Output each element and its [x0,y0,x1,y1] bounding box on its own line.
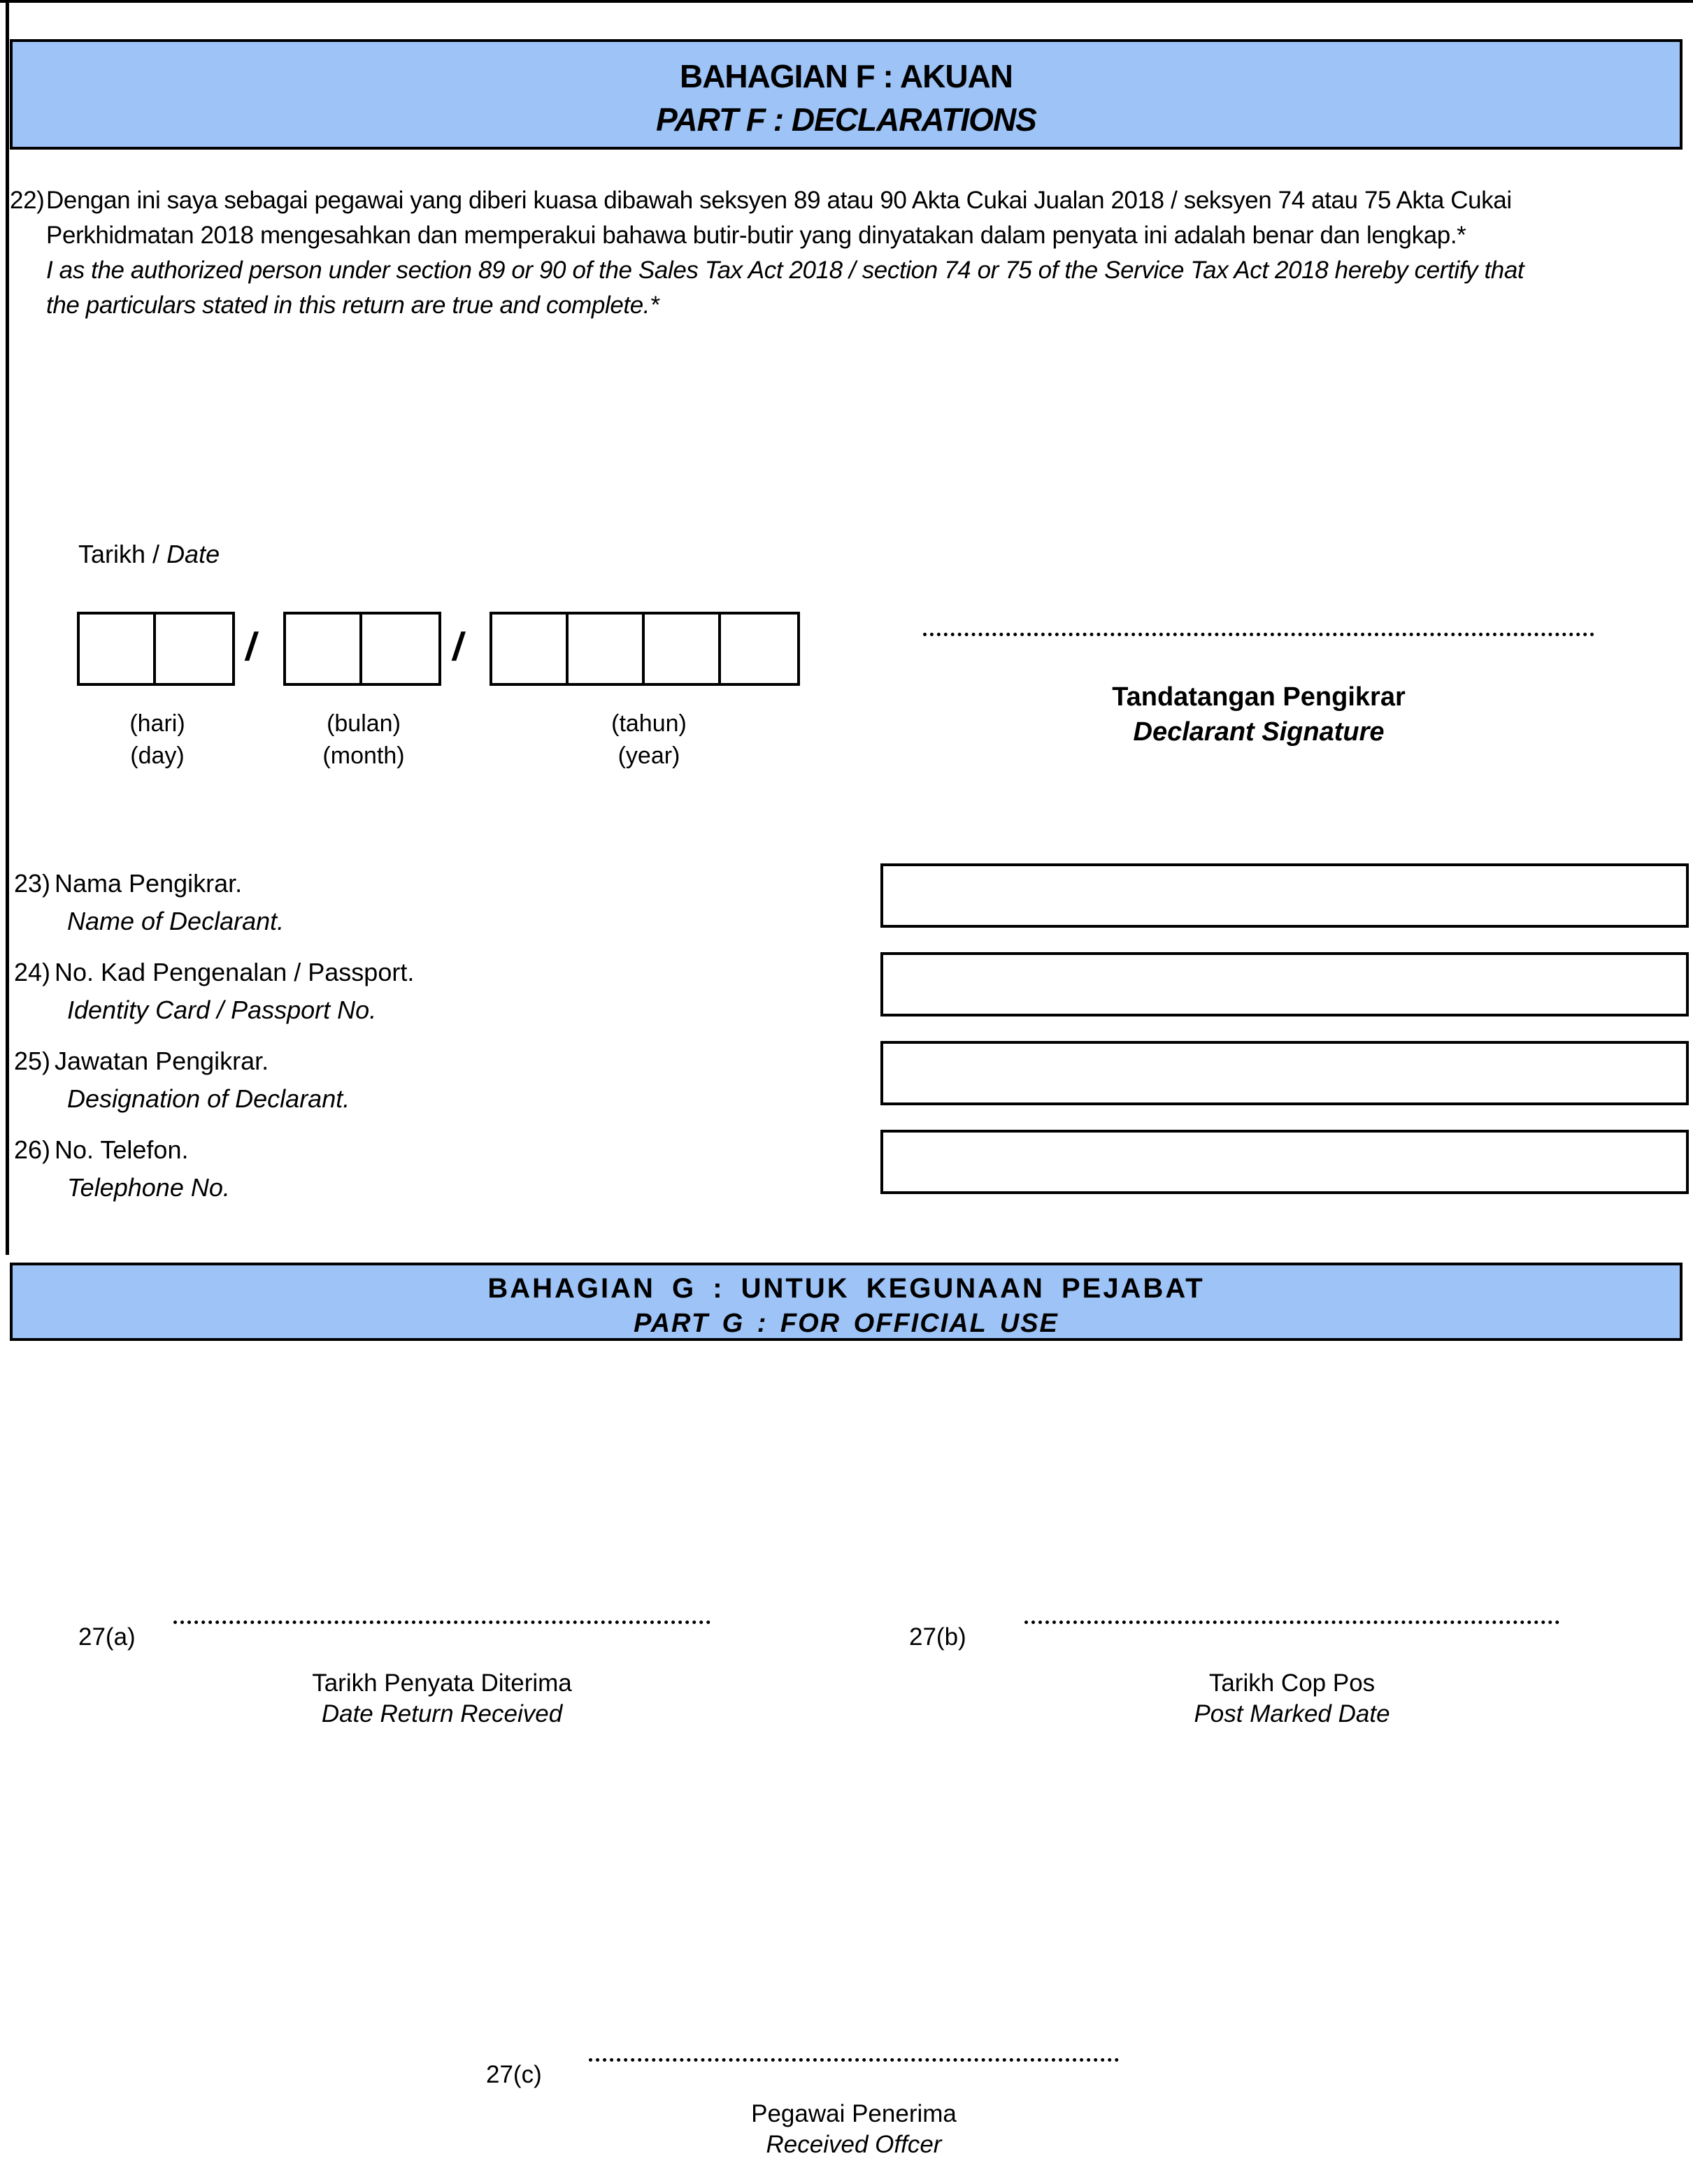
signature-caption-en: Declarant Signature [1133,717,1385,747]
received-officer-line[interactable] [589,2058,1119,2062]
item-25-label-en: Designation of Declarant. [67,1084,350,1113]
part-f-title-en: PART F : DECLARATIONS [656,101,1036,138]
date-return-received-line[interactable] [173,1621,710,1624]
name-of-declarant-input[interactable] [880,863,1689,928]
part-f-title-ms: BAHAGIAN F : AKUAN [679,58,1013,94]
part-f-left-border-line [6,0,9,1255]
date-label [78,540,220,569]
field-27a-caption [173,1668,710,1730]
year-label [490,707,808,772]
field-27a-number: 27(a) [78,1623,136,1651]
field-27b-caption-en: Post Marked Date [1194,1700,1390,1727]
item-25-number: 25) [14,1047,51,1075]
post-marked-date-line[interactable] [1024,1621,1559,1624]
identity-card-passport-input[interactable] [880,952,1689,1016]
telephone-no-input[interactable] [880,1130,1689,1194]
part-f-header [10,39,1683,150]
date-day-boxes[interactable] [77,612,235,686]
month-label [283,707,444,772]
item-26-label-ms: No. Telefon. [55,1135,189,1164]
date-year-boxes[interactable] [490,612,800,686]
date-label-en: Date [166,540,220,568]
item-23-number: 23) [14,869,51,898]
part-g-title-ms: BAHAGIAN G : UNTUK KEGUNAAN PEJABAT [487,1273,1205,1304]
signature-caption-ms: Tandatangan Pengikrar [1112,682,1406,712]
year-label-en: (year) [617,742,680,769]
date-year-cell-3[interactable] [645,615,721,683]
field-27c-caption-ms: Pegawai Penerima [751,2100,957,2127]
item-24-number: 24) [14,958,51,986]
date-month-cell-1[interactable] [286,615,362,683]
month-label-en: (month) [322,742,405,769]
item-23-label-en: Name of Declarant. [67,907,285,935]
date-month-boxes[interactable] [283,612,441,686]
declaration-en-1: I as the authorized person under section 89 or 90 of the Sales Tax Act 2018 / section 74 or 75 of the Service Tax Act 2018 hereby certify that [46,257,1524,284]
field-27c-caption [589,2099,1119,2160]
field-27b-number: 27(b) [909,1623,966,1651]
month-label-ms: (bulan) [327,710,401,737]
field-27a-caption-ms: Tarikh Penyata Diterima [312,1669,572,1697]
top-border-line [0,0,1693,3]
day-label-en: (day) [130,742,185,769]
field-27c-caption-en: Received Offcer [766,2131,942,2158]
item-26-number: 26) [14,1135,51,1164]
item-23-label-ms: Nama Pengikrar. [55,869,243,898]
declaration-en-2: the particulars stated in this return are true and complete.* [46,292,659,319]
date-year-cell-2[interactable] [569,615,645,683]
field-27c-number: 27(c) [486,2061,542,2088]
date-slash-2: / [450,624,467,668]
year-label-ms: (tahun) [611,710,687,737]
declaration-paragraph [10,183,1688,323]
field-27b-caption [1024,1668,1559,1730]
item-22-number: 22) [10,187,45,214]
date-year-cell-4[interactable] [721,615,797,683]
date-slash-1: / [243,624,260,668]
item-26-label-en: Telephone No. [67,1173,230,1202]
declarant-signature-line[interactable] [923,633,1594,636]
declaration-ms-2: Perkhidmatan 2018 mengesahkan dan memperakui bahawa butir-butir yang dinyatakan dalam penyata ini adalah benar dan lengkap.* [46,222,1466,249]
part-g-title-en: PART G : FOR OFFICIAL USE [634,1309,1059,1338]
field-27a-caption-en: Date Return Received [321,1700,563,1727]
day-label-ms: (hari) [129,710,185,737]
part-g-header [10,1263,1683,1341]
item-25-label-ms: Jawatan Pengikrar. [55,1047,269,1075]
date-day-cell-1[interactable] [80,615,156,683]
declaration-ms-1: Dengan ini saya sebagai pegawai yang diberi kuasa dibawah seksyen 89 atau 90 Akta Cukai Jualan 2018 / seksyen 74 atau 75 Akta Cukai [46,187,1512,214]
date-month-cell-2[interactable] [362,615,438,683]
date-year-cell-1[interactable] [492,615,569,683]
designation-of-declarant-input[interactable] [880,1041,1689,1105]
signature-caption [923,680,1594,749]
declaration-line-1 [10,183,1688,218]
item-24-label-en: Identity Card / Passport No. [67,996,377,1024]
date-day-cell-2[interactable] [156,615,232,683]
item-24-label-ms: No. Kad Pengenalan / Passport. [55,958,415,986]
field-27b-caption-ms: Tarikh Cop Pos [1208,1669,1376,1697]
date-label-ms: Tarikh / [78,540,160,568]
day-label [77,707,238,772]
